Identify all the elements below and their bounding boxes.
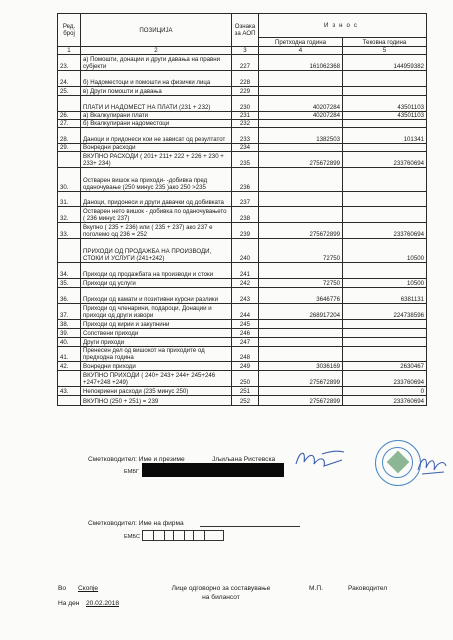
row-prev-value (259, 71, 343, 87)
row-aop-code: 230 (232, 96, 259, 112)
table-row (58, 263, 427, 279)
row-aop-code: 229 (232, 87, 259, 96)
row-prev-value: 1382503 (259, 128, 343, 144)
row-aop-code: 246 (232, 329, 259, 338)
table-row (58, 338, 427, 347)
row-curr-value (343, 144, 427, 152)
row-position: Остварен нето вишок - добивка по оданочувањето ( 236 минус 237) (81, 207, 232, 223)
row-prev-value (259, 329, 343, 338)
table-row (58, 128, 427, 144)
table-row (58, 55, 427, 71)
row-aop-code: 248 (232, 347, 259, 362)
row-aop-code: 235 (232, 152, 259, 168)
table-row (58, 223, 427, 239)
row-number: 27. (58, 120, 81, 128)
table-row (58, 87, 427, 96)
header-no: Ред. број (58, 14, 81, 47)
row-curr-value: 233760694 (343, 152, 427, 168)
row-prev-value (259, 168, 343, 192)
row-position: Приходи од камати и позитивни курсни разлики (81, 288, 232, 304)
row-aop-code: 233 (232, 128, 259, 144)
row-number (58, 396, 81, 406)
row-curr-value: 10500 (343, 279, 427, 288)
row-aop-code: 252 (232, 396, 259, 406)
row-aop-code: 239 (232, 223, 259, 239)
row-position: б) Вкалкулирани надоместоци (81, 120, 232, 128)
row-position: Вонредни приходи (81, 362, 232, 371)
table-row (58, 239, 427, 263)
row-number: 36. (58, 288, 81, 304)
row-prev-value (259, 120, 343, 128)
row-number: 29. (58, 144, 81, 152)
row-aop-code: 244 (232, 304, 259, 320)
row-position: Приходи од членарини, подароци, Донации и приходи од други извори (81, 304, 232, 320)
row-aop-code: 234 (232, 144, 259, 152)
row-curr-value (343, 71, 427, 87)
row-prev-value (259, 207, 343, 223)
table-row (58, 120, 427, 128)
row-position: ВКУПНО РАСХОДИ ( 201+ 211+ 222 + 226 + 230 + 233+ 234) (81, 152, 232, 168)
row-prev-value (259, 192, 343, 207)
accountant-signature (292, 446, 350, 472)
table-row (58, 144, 427, 152)
row-prev-value: 275672899 (259, 223, 343, 239)
row-number: 30. (58, 168, 81, 192)
table-row (58, 320, 427, 329)
row-position: Вкупно ( 235 + 236) или ( 235 + 237) ако 237 е поголемо од 236 = 252 (81, 223, 232, 239)
header-prev-year: Претходна година (259, 38, 343, 47)
row-aop-code: 236 (232, 168, 259, 192)
row-number (58, 371, 81, 387)
table-row (58, 371, 427, 387)
row-aop-code: 251 (232, 387, 259, 396)
row-prev-value: 275672899 (259, 152, 343, 168)
row-position: ВКУПНО (250 + 251) = 239 (81, 396, 232, 406)
row-prev-value (259, 387, 343, 396)
row-number: 28. (58, 128, 81, 144)
place-value: Скопје (78, 585, 99, 592)
row-prev-value: 275672899 (259, 396, 343, 406)
header-position: ПОЗИЦИЈА (81, 14, 232, 47)
table-row (58, 387, 427, 396)
row-number: 31. (58, 192, 81, 207)
row-prev-value (259, 347, 343, 362)
manager-label: Раководител (348, 585, 388, 592)
row-curr-value (343, 120, 427, 128)
row-curr-value: 101341 (343, 128, 427, 144)
income-statement-table (57, 13, 427, 406)
row-number: 26. (58, 112, 81, 120)
index-cell: 1 (58, 47, 81, 55)
place-label: Во (58, 585, 67, 592)
row-curr-value: 233760694 (343, 371, 427, 387)
row-number: 34. (58, 263, 81, 279)
row-number (58, 239, 81, 263)
table-row (58, 329, 427, 338)
responsible-person-label: Лице одговорно за составување на билансот (171, 585, 271, 601)
row-position: Приходи од услуги (81, 279, 232, 288)
row-number: 23. (58, 55, 81, 71)
row-position: ПЛАТИ И НАДОМЕСТ НА ПЛАТИ (231 + 232) (81, 96, 232, 112)
row-position: б) Надоместоци и помошти на физички лица (81, 71, 232, 87)
row-curr-value (343, 320, 427, 329)
index-cell: 2 (81, 47, 232, 55)
row-curr-value (343, 192, 427, 207)
row-curr-value: 224738596 (343, 304, 427, 320)
official-stamp (375, 440, 421, 486)
row-aop-code: 227 (232, 55, 259, 71)
date-label: На ден (58, 600, 80, 607)
row-aop-code: 243 (232, 288, 259, 304)
table-row (58, 396, 427, 406)
row-prev-value: 72750 (259, 239, 343, 263)
row-number: 35. (58, 279, 81, 288)
firm-name-line (200, 518, 300, 527)
row-curr-value: 6381131 (343, 288, 427, 304)
table-row (58, 304, 427, 320)
embs-boxes (142, 530, 224, 541)
row-aop-code: 232 (232, 120, 259, 128)
index-cell: 5 (343, 47, 427, 55)
row-number: 33. (58, 223, 81, 239)
table-row (58, 192, 427, 207)
table-row (58, 279, 427, 288)
row-prev-value (259, 320, 343, 329)
row-position: в) Други помошти и давања (81, 87, 232, 96)
row-aop-code: 245 (232, 320, 259, 329)
index-cell: 3 (232, 47, 259, 55)
table-row (58, 207, 427, 223)
row-position: а) Вкалкулирани плати (81, 112, 232, 120)
row-aop-code: 237 (232, 192, 259, 207)
row-prev-value: 161062368 (259, 55, 343, 71)
table-row (58, 347, 427, 362)
row-prev-value: 3646776 (259, 288, 343, 304)
row-position: Приходи од кирии и закупнини (81, 320, 232, 329)
table-row (58, 96, 427, 112)
row-prev-value: 40207284 (259, 112, 343, 120)
row-aop-code: 242 (232, 279, 259, 288)
stamp-place-label: М.П. (309, 585, 323, 592)
row-curr-value (343, 347, 427, 362)
row-prev-value: 40207284 (259, 96, 343, 112)
row-curr-value: 233760694 (343, 223, 427, 239)
row-position: ПРИХОДИ ОД ПРОДАЖБА НА ПРОИЗВОДИ, СТОКИ И УСЛУГИ (241+242) (81, 239, 232, 263)
table-row (58, 152, 427, 168)
row-curr-value: 0 (343, 387, 427, 396)
row-prev-value (259, 87, 343, 96)
row-aop-code: 238 (232, 207, 259, 223)
header-amount: Износ (259, 14, 427, 38)
row-number: 40. (58, 338, 81, 347)
row-position: ВКУПНО ПРИХОДИ ( 240+ 243+ 244+ 245+246 +247+248 +249) (81, 371, 232, 387)
row-number: 24. (58, 71, 81, 87)
row-aop-code: 240 (232, 239, 259, 263)
row-aop-code: 228 (232, 71, 259, 87)
row-prev-value: 268917204 (259, 304, 343, 320)
row-curr-value (343, 207, 427, 223)
row-position: Остварен вишок на приходи- -добивка пред оданочување (250 минус 235 )ако 250 >235 (81, 168, 232, 192)
row-position: Даноци, придонеси и други давачки од добивката (81, 192, 232, 207)
row-aop-code: 241 (232, 263, 259, 279)
row-curr-value: 10500 (343, 239, 427, 263)
row-number: 38. (58, 320, 81, 329)
row-curr-value: 144959382 (343, 55, 427, 71)
row-prev-value: 275672899 (259, 371, 343, 387)
row-number: 41. (58, 347, 81, 362)
row-aop-code: 247 (232, 338, 259, 347)
row-number: 43. (58, 387, 81, 396)
header-curr-year: Тековна година (343, 38, 427, 47)
accountant-name: Јљиљана Ристевска (212, 456, 276, 463)
table-row (58, 362, 427, 371)
row-position: Други приходи (81, 338, 232, 347)
row-number (58, 152, 81, 168)
row-position: а) Помошти, донации и други давања на правни субјекти (81, 55, 232, 71)
row-curr-value: 43501103 (343, 112, 427, 120)
table-row (58, 71, 427, 87)
row-number: 37. (58, 304, 81, 320)
row-aop-code: 250 (232, 371, 259, 387)
row-position: Сопствени приходи (81, 329, 232, 338)
row-prev-value (259, 263, 343, 279)
firm-label: Сметководител: Име на фирма (88, 520, 184, 527)
row-curr-value: 2630467 (343, 362, 427, 371)
table-row (58, 288, 427, 304)
row-curr-value: 43501103 (343, 96, 427, 112)
row-number: 42. (58, 362, 81, 371)
row-curr-value (343, 87, 427, 96)
row-number: 32. (58, 207, 81, 223)
manager-signature (416, 450, 450, 478)
accountant-label: Сметководител: Име и презиме (88, 456, 185, 463)
row-prev-value: 72750 (259, 279, 343, 288)
row-aop-code: 231 (232, 112, 259, 120)
row-aop-code: 249 (232, 362, 259, 371)
row-curr-value (343, 338, 427, 347)
table-row (58, 168, 427, 192)
row-position: Приходи од продажбата на производи и стоки (81, 263, 232, 279)
row-number: 39. (58, 329, 81, 338)
row-prev-value: 3036169 (259, 362, 343, 371)
row-number: 25. (58, 87, 81, 96)
row-curr-value (343, 168, 427, 192)
table-row (58, 112, 427, 120)
row-curr-value (343, 263, 427, 279)
row-position: Пренесен дел од вишокот на приходите од предходна година (81, 347, 232, 362)
embg-label: ЕМБГ (124, 469, 140, 475)
row-position: Даноци и придонеси кои не зависат од резултатот (81, 128, 232, 144)
redacted-embg (142, 463, 284, 477)
row-curr-value: 233760694 (343, 396, 427, 406)
row-position: Вонредни расходи (81, 144, 232, 152)
date-value: 20.02.2018 (86, 600, 120, 607)
embs-label: ЕМБС (124, 534, 141, 540)
row-prev-value (259, 144, 343, 152)
header-aop: Ознака за АОП (232, 14, 259, 47)
index-cell: 4 (259, 47, 343, 55)
row-number (58, 96, 81, 112)
row-curr-value (343, 329, 427, 338)
row-prev-value (259, 338, 343, 347)
row-position: Непокриени расходи (235 минус 250) (81, 387, 232, 396)
